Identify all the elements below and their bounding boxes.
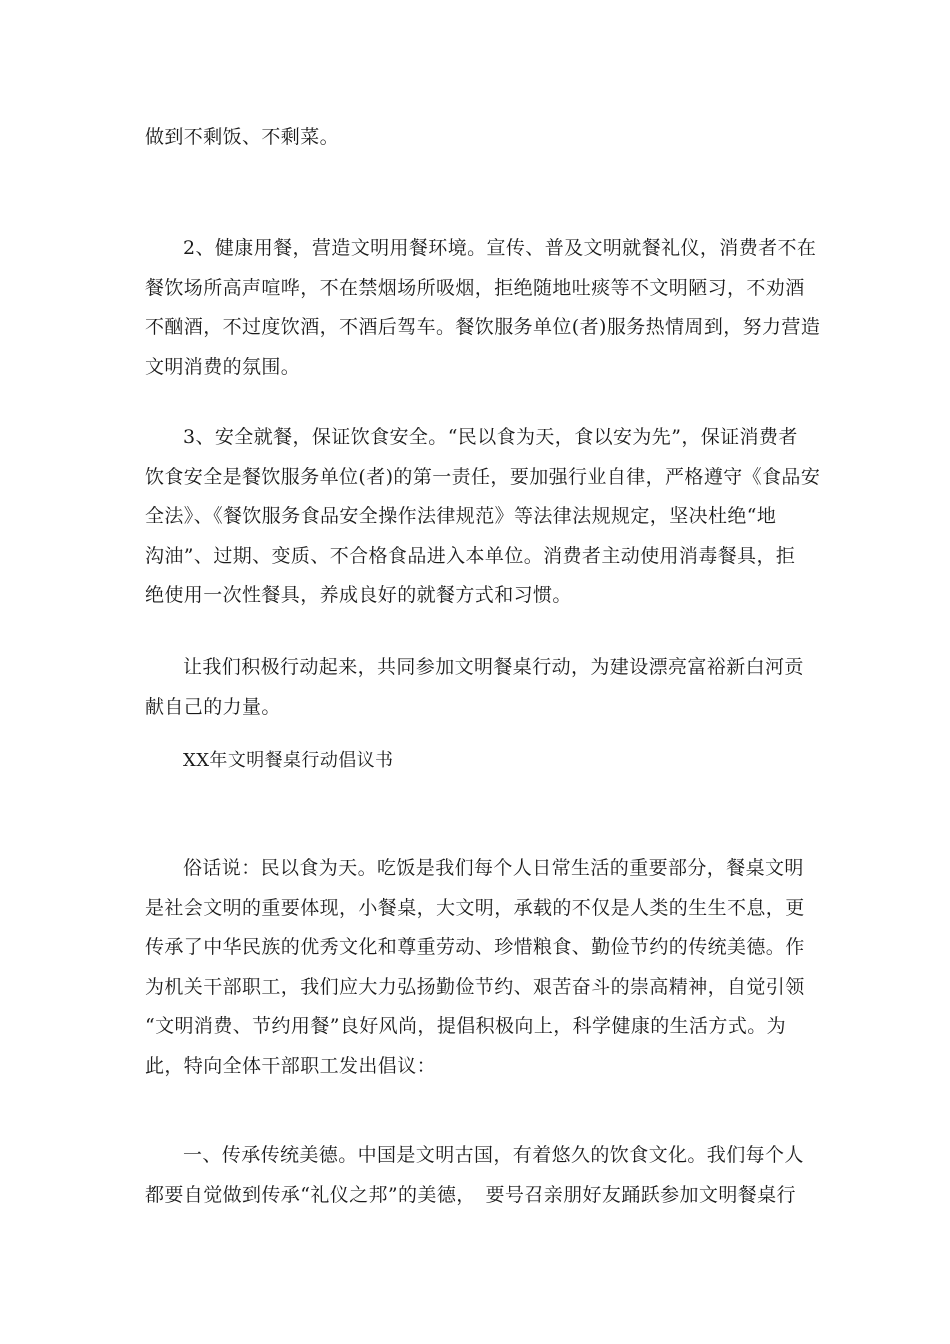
- text-line: 是社会文明的重要体现，小餐桌，大文明，承载的不仅是人类的生生不息，更: [145, 896, 805, 919]
- text-line: “文明消费、节约用餐”良好风尚，提倡积极向上，科学健康的生活方式。为: [145, 1015, 787, 1037]
- section-heading: [145, 741, 809, 781]
- text-line: 做到不剩饭、不剩菜。: [145, 126, 340, 148]
- text-line: 沟油”、过期、变质、不合格食品进入本单位。消费者主动使用消毒餐具，拒: [145, 544, 796, 567]
- text-line: 绝使用一次性餐具，养成良好的就餐方式和习惯。: [145, 584, 572, 606]
- paragraph-continuation: [145, 118, 809, 158]
- text-line: 俗话说：民以食为天。吃饭是我们每个人日常生活的重要部分，餐桌文明: [183, 857, 804, 879]
- text-line: 文明消费的氛围。: [145, 355, 301, 378]
- text-line: 饮食安全是餐饮服务单位(者)的第一责任，要加强行业自律，严格遵守《食品安: [145, 465, 821, 488]
- text-line: 为机关干部职工，我们应大力弘扬勤俭节约、艰苦奋斗的崇高精神，自觉引领: [145, 975, 805, 998]
- paragraph-safe-dining: [145, 418, 821, 616]
- paragraph-call-to-action: [145, 648, 809, 727]
- paragraph-tradition: [145, 1136, 809, 1215]
- text-line: 传承了中华民族的优秀文化和尊重劳动、珍惜粮食、勤俭节约的传统美德。作: [145, 936, 805, 958]
- text-line: 不酗酒，不过度饮酒，不酒后驾车。餐饮服务单位(者)服务热情周到，努力营造: [145, 316, 821, 338]
- text-line: 2、健康用餐，营造文明用餐环境。宣传、普及文明就餐礼仪，消费者不在: [183, 237, 817, 259]
- paragraph-intro: [145, 849, 809, 1086]
- text-line: 让我们积极行动起来，共同参加文明餐桌行动，为建设漂亮富裕新白河贡: [183, 656, 804, 678]
- text-line: 全法》、《餐饮服务食品安全操作法律规范》等法律法规规定，坚决杜绝“地: [145, 505, 777, 527]
- text-line: 都要自觉做到传承“礼仪之邦”的美德， 要号召亲朋好友踊跃参加文明餐桌行: [145, 1183, 796, 1206]
- text-line: 献自己的力量。: [145, 695, 281, 718]
- document-title: XX年文明餐桌行动倡议书: [183, 750, 394, 771]
- paragraph-healthy-dining: [145, 229, 821, 387]
- text-line: 餐饮场所高声喧哗，不在禁烟场所吸烟，拒绝随地吐痰等不文明陋习，不劝酒: [145, 276, 805, 299]
- text-line: 3、安全就餐，保证饮食安全。“民以食为天，食以安为先”，保证消费者: [183, 426, 798, 448]
- text-line: 一、传承传统美德。中国是文明古国，有着悠久的饮食文化。我们每个人: [183, 1144, 804, 1166]
- text-line: 此，特向全体干部职工发出倡议：: [145, 1054, 437, 1077]
